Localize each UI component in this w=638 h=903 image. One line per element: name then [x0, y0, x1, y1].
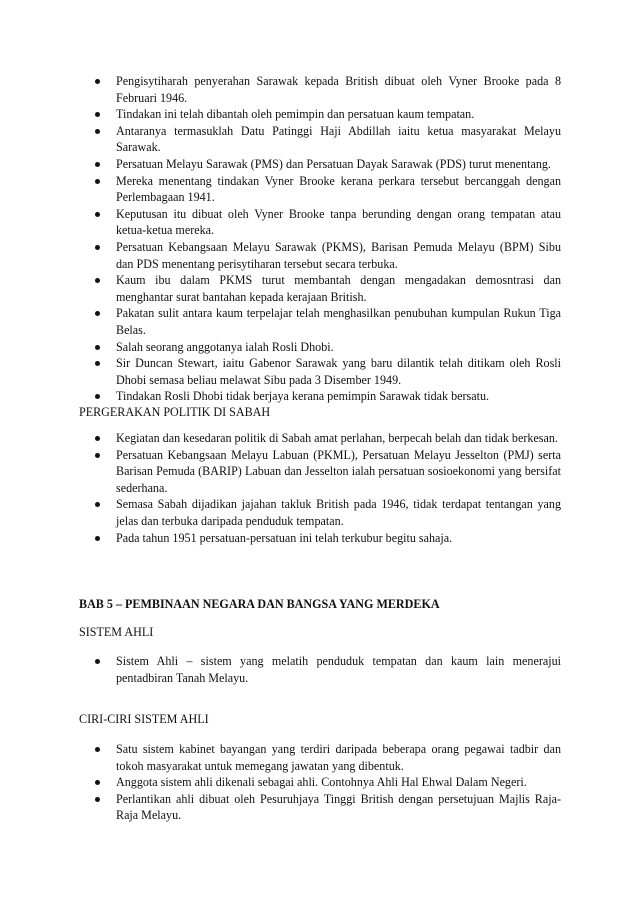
list-item: Salah seorang anggotanya ialah Rosli Dhobi.	[79, 339, 561, 356]
list-item: Kegiatan dan kesedaran politik di Sabah amat perlahan, berpecah belah dan tidak berkesan.	[79, 430, 561, 447]
list-item: Pengisytiharah penyerahan Sarawak kepada British dibuat oleh Vyner Brooke pada 8 Februari 1946.	[79, 73, 561, 106]
list-item: Persatuan Melayu Sarawak (PMS) dan Persatuan Dayak Sarawak (PDS) turut menentang.	[79, 156, 561, 173]
list-item: Tindakan ini telah dibantah oleh pemimpin dan persatuan kaum tempatan.	[79, 106, 561, 123]
section-heading-sistem-ahli: SISTEM AHLI	[79, 625, 154, 639]
list-item: Persatuan Kebangsaan Melayu Labuan (PKML), Persatuan Melayu Jesselton (PMJ) serta Barisan Pemuda (BARIP) Labuan dan Jesselton ialah persatuan sosioekonomi yang bersifat sederhana.	[79, 447, 561, 497]
bullet-icon	[95, 436, 100, 441]
sabah-bullet-list	[79, 430, 561, 546]
list-item: Antaranya termasuklah Datu Patinggi Haji Abdillah iaitu ketua masyarakat Melayu Sarawak.	[79, 123, 561, 156]
bullet-icon	[95, 79, 100, 84]
bullet-icon	[95, 747, 100, 752]
list-item: Sir Duncan Stewart, iaitu Gabenor Sarawak yang baru dilantik telah ditikam oleh Rosli Dhobi semasa beliau melawat Sibu pada 3 Disember 1949.	[79, 355, 561, 388]
bullet-icon	[95, 245, 100, 250]
chapter-title: BAB 5 – PEMBINAAN NEGARA DAN BANGSA YANG MERDEKA	[79, 597, 440, 611]
ciri-ciri-bullet-list	[79, 741, 561, 824]
section-heading-sabah: PERGERAKAN POLITIK DI SABAH	[79, 405, 271, 419]
sistem-ahli-bullet-list	[79, 653, 561, 686]
bullet-icon	[95, 212, 100, 217]
bullet-icon	[95, 278, 100, 283]
list-item: Mereka menentang tindakan Vyner Brooke kerana perkara tersebut bercanggah dengan Perlembagaan 1941.	[79, 173, 561, 206]
bullet-icon	[95, 361, 100, 366]
list-item: Tindakan Rosli Dhobi tidak berjaya kerana pemimpin Sarawak tidak bersatu.	[79, 388, 561, 405]
list-item: Sistem Ahli – sistem yang melatih penduduk tempatan dan kaum lain menerajui pentadbiran Tanah Melayu.	[79, 653, 561, 686]
section-heading-ciri-ciri: CIRI-CIRI SISTEM AHLI	[79, 712, 209, 726]
bullet-icon	[95, 179, 100, 184]
bullet-icon	[95, 311, 100, 316]
bullet-icon	[95, 129, 100, 134]
sarawak-bullet-list	[79, 73, 561, 405]
list-item: Pada tahun 1951 persatuan-persatuan ini telah terkubur begitu sahaja.	[79, 530, 561, 547]
bullet-icon	[95, 536, 100, 541]
bullet-icon	[95, 659, 100, 664]
bullet-icon	[95, 112, 100, 117]
list-item: Perlantikan ahli dibuat oleh Pesuruhjaya Tinggi British dengan persetujuan Majlis Raja-Raja Melayu.	[79, 791, 561, 824]
list-item: Pakatan sulit antara kaum terpelajar telah menghasilkan penubuhan kumpulan Rukun Tiga Belas.	[79, 305, 561, 338]
list-item: Satu sistem kabinet bayangan yang terdiri daripada beberapa orang pegawai tadbir dan tokoh masyarakat untuk memegang jawatan yang dibentuk.	[79, 741, 561, 774]
bullet-icon	[95, 162, 100, 167]
list-item: Kaum ibu dalam PKMS turut membantah dengan mengadakan demosntrasi dan menghantar surat bantahan kepada kerajaan British.	[79, 272, 561, 305]
bullet-icon	[95, 394, 100, 399]
bullet-icon	[95, 453, 100, 458]
bullet-icon	[95, 502, 100, 507]
bullet-icon	[95, 345, 100, 350]
list-item: Persatuan Kebangsaan Melayu Sarawak (PKMS), Barisan Pemuda Melayu (BPM) Sibu dan PDS menentang perisytiharan tersebut secara terbuka.	[79, 239, 561, 272]
list-item: Anggota sistem ahli dikenali sebagai ahli. Contohnya Ahli Hal Ehwal Dalam Negeri.	[79, 774, 561, 791]
bullet-icon	[95, 797, 100, 802]
bullet-icon	[95, 780, 100, 785]
list-item: Semasa Sabah dijadikan jajahan takluk British pada 1946, tidak terdapat tentangan yang jelas dan terbuka daripada penduduk tempatan.	[79, 496, 561, 529]
list-item: Keputusan itu dibuat oleh Vyner Brooke tanpa berunding dengan orang tempatan atau ketua-ketua mereka.	[79, 206, 561, 239]
